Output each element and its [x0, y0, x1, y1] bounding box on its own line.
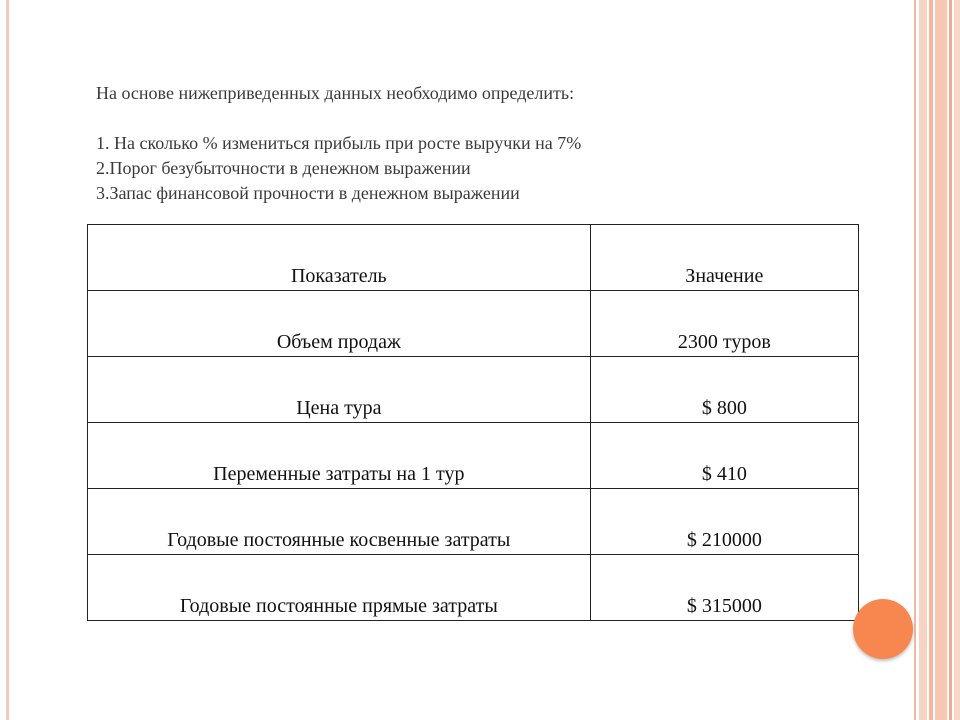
- task-item-2: 2.Порог безубыточности в денежном выражении: [96, 158, 471, 178]
- indicators-table: [87, 224, 859, 621]
- header-value: Значение: [590, 225, 858, 291]
- right-stripe-decoration: [914, 0, 960, 720]
- stripe: [949, 0, 952, 720]
- table-header-row: [88, 225, 859, 291]
- indicator-cell: Цена тура: [88, 357, 591, 423]
- stripe: [919, 0, 927, 720]
- value-cell: $ 315000: [590, 555, 858, 621]
- stripe: [929, 0, 933, 720]
- value-cell: $ 210000: [590, 489, 858, 555]
- value-cell: $ 410: [590, 423, 858, 489]
- table-row: [88, 555, 859, 621]
- stripe: [914, 0, 916, 720]
- task-heading: На основе нижеприведенных данных необходимо определить:: [96, 83, 575, 103]
- stripe: [935, 0, 947, 720]
- table-row: [88, 357, 859, 423]
- table-row: [88, 423, 859, 489]
- table-row: [88, 489, 859, 555]
- indicator-cell: Переменные затраты на 1 тур: [88, 423, 591, 489]
- indicator-cell: Годовые постоянные косвенные затраты: [88, 489, 591, 555]
- indicator-cell: Объем продаж: [88, 291, 591, 357]
- value-cell: 2300 туров: [590, 291, 858, 357]
- indicator-cell: Годовые постоянные прямые затраты: [88, 555, 591, 621]
- task-item-1: 1. На сколько % измениться прибыль при росте выручки на 7%: [96, 133, 582, 153]
- value-cell: $ 800: [590, 357, 858, 423]
- task-description: [96, 81, 816, 206]
- header-indicator: Показатель: [88, 225, 591, 291]
- orange-circle-decoration: [853, 599, 913, 659]
- table-row: [88, 291, 859, 357]
- task-item-3: 3.Запас финансовой прочности в денежном выражении: [96, 183, 520, 203]
- stripe: [954, 0, 960, 720]
- left-border-decoration: [6, 0, 9, 720]
